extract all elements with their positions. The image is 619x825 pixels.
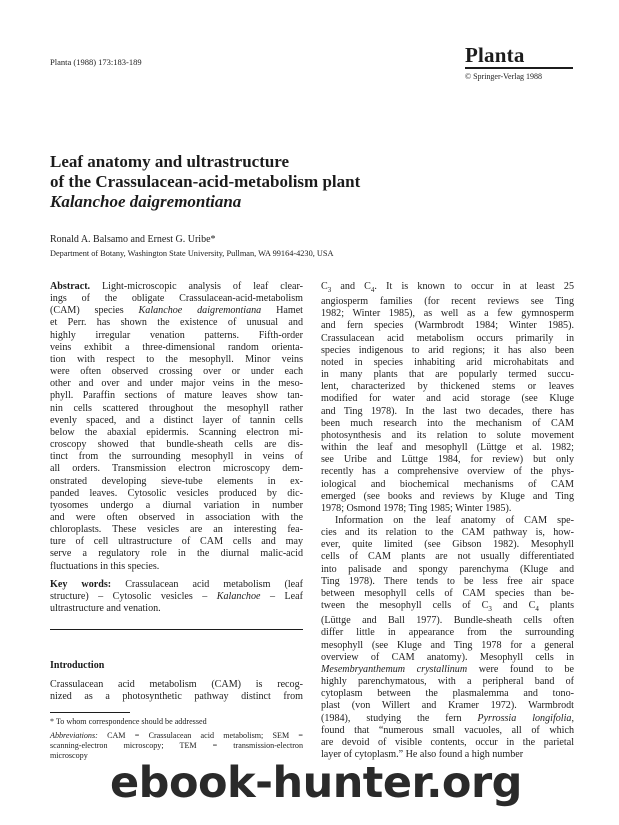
body-line: plast (von Willert and Kramer 1972). Warmbrodt bbox=[321, 700, 574, 712]
body-line: iological and biochemical mechanisms of CAM bbox=[321, 478, 574, 490]
abstract-line: were often observed crossing over or under each bbox=[50, 366, 303, 378]
body-line: into palisade and spongy parenchyma (Kluge and bbox=[321, 563, 574, 575]
abstract-line: fluctuations in this species. bbox=[50, 560, 160, 572]
intro-line: Crassulacean acid metabolism (CAM) is recog- bbox=[50, 679, 303, 691]
body-line: modified for water and acid storage (see Kluge bbox=[321, 393, 574, 405]
body-line: been much research into the mechanism of CAM bbox=[321, 417, 574, 429]
body-line: Information on the leaf anatomy of CAM spe- bbox=[335, 514, 574, 526]
body-line: ever, quite limited (see Gibson 1982). Mesophyll bbox=[321, 539, 574, 551]
intro-line: nized as a photosynthetic pathway distinct from bbox=[50, 691, 303, 703]
abbreviations-footnote bbox=[50, 731, 303, 761]
watermark: ebook-hunter.org bbox=[110, 758, 522, 808]
body-line: 1982; Winter 1985), as well as a few gymnosperm bbox=[321, 308, 574, 320]
journal-logo: Planta bbox=[465, 43, 525, 67]
body-line: between mesophyll cells of CAM species than be- bbox=[321, 587, 574, 599]
body-line: $C_3$ and $C_4$. It is known to occur in at least 25 bbox=[321, 281, 574, 295]
section-divider bbox=[50, 629, 303, 630]
body-line: cies and its relation to the CAM pathway is, how- bbox=[321, 527, 574, 539]
keywords-line: Key words: Crassulacean acid metabolism (leaf bbox=[50, 578, 303, 590]
abstract-line: veins exhibit a three-dimensional random orienta- bbox=[50, 341, 303, 353]
body-line: (1984), studying the fern Pyrrossia longifolia, bbox=[321, 712, 574, 724]
introduction-heading: Introduction bbox=[50, 660, 105, 672]
abstract-line: tyosomes undergo a diurnal variation in number bbox=[50, 499, 303, 511]
keywords-label: Key words: bbox=[50, 578, 112, 590]
body-line: photosynthesis and its relation to solute movement bbox=[321, 429, 574, 441]
correspondence-footnote: * To whom correspondence should be addressed bbox=[50, 716, 207, 726]
body-line: see Uribe and Lüttge 1984, for review) but only bbox=[321, 454, 574, 466]
abstract-line: panded leaves. Cytosolic vesicles produced by dic- bbox=[50, 487, 303, 499]
abbr-line: scanning-electron microscopy; TEM = transmission-electron bbox=[50, 740, 303, 750]
abstract-line: serve a regulatory role in the diurnal malic-acid bbox=[50, 548, 303, 560]
abstract-line: tion with respect to the mesophyll. Minor veins bbox=[50, 353, 303, 365]
body-line: differ little in appearance from the surrounding bbox=[321, 627, 574, 639]
title-line-1: Leaf anatomy and ultrastructure bbox=[50, 152, 290, 171]
keywords-line: structure) – Cytosolic vesicles – Kalanchoe – Leaf bbox=[50, 590, 303, 602]
footnote-rule bbox=[50, 712, 130, 713]
species-name: Kalanchoe daigremontiana bbox=[138, 305, 262, 317]
authors: Ronald A. Balsamo and Ernest G. Uribe* bbox=[50, 234, 216, 245]
body-line: (Lüttge and Ball 1977). Bundle-sheath cells often bbox=[321, 615, 574, 627]
abstract bbox=[50, 281, 303, 573]
body-line: noted in species inhabiting arid microhabitats and bbox=[321, 356, 574, 368]
body-line: lent, characterized by thickened stems or leaves bbox=[321, 381, 574, 393]
abstract-line: nin cells scattered throughout the mesophyll rather bbox=[50, 402, 303, 414]
body-line: species indigenous to arid regions; it has also been bbox=[321, 344, 574, 356]
abstract-line: Abstract. Light-microscopic analysis of leaf clear- bbox=[50, 281, 303, 292]
paper-title bbox=[50, 152, 490, 212]
body-line: and fern species (Warmbrodt 1984; Winter 1985). bbox=[321, 320, 574, 332]
body-line: mesophyll (see Kluge and Ting 1978 for a general bbox=[321, 639, 574, 651]
affiliation: Department of Botany, Washington State University, Pullman, WA 99164-4230, USA bbox=[50, 249, 334, 258]
abstract-line: highly irregular venation patterns. Fifth-order bbox=[50, 329, 303, 341]
abstract-line: and were often observed in association with the bbox=[50, 511, 303, 523]
left-column bbox=[50, 281, 303, 761]
abbr-line: Abbreviations: CAM = Crassulacean acid metabolism; SEM = bbox=[50, 730, 303, 740]
keywords bbox=[50, 579, 303, 615]
body-line: and Ting 1978). In the last two decades, there has bbox=[321, 405, 574, 417]
body-line: Mesembryanthemum crystallinum were found to be bbox=[321, 663, 574, 675]
abstract-line: below the abaxial epidermis. Scanning electron mi- bbox=[50, 426, 303, 438]
body-line: cytoplasm between the plasmalemma and tono- bbox=[321, 688, 574, 700]
body-line: recently has a comprehensive overview of the phys- bbox=[321, 466, 574, 478]
journal-reference: Planta (1988) 173:183-189 bbox=[50, 57, 142, 67]
body-line: angiosperm families (for recent reviews see Ting bbox=[321, 296, 574, 308]
copyright-notice: © Springer-Verlag 1988 bbox=[465, 72, 543, 81]
abstract-line: evenly spaced, and a distinct layer of tannin cells bbox=[50, 414, 303, 426]
abstract-line: other and over and under major veins in the meso- bbox=[50, 378, 303, 390]
abstract-line: ings of the obligate Crassulacean-acid-metabolism bbox=[50, 293, 303, 305]
body-line: overview of CAM anatomy). Mesophyll cells in bbox=[321, 651, 574, 663]
title-line-3: Kalanchoe daigremontiana bbox=[50, 192, 242, 211]
body-line: found that “numerous small vacuoles, all of which bbox=[321, 724, 574, 736]
abstract-line: all orders. Transmission electron microscopy dem- bbox=[50, 463, 303, 475]
abbr-label: Abbreviations: bbox=[50, 730, 98, 740]
keyword-italic: Kalanchoe bbox=[216, 590, 261, 602]
keywords-line: ultrastructure and venation. bbox=[50, 603, 161, 615]
abstract-line: onstrated developing sieve-tube elements in ex- bbox=[50, 475, 303, 487]
body-line: tween the mesophyll cells of $C_3$ and $C_4$ plants bbox=[321, 600, 574, 614]
abstract-label: Abstract. bbox=[50, 281, 91, 292]
introduction-text bbox=[50, 679, 303, 703]
body-line: Crassulacean acid metabolism occurs primarily in bbox=[321, 332, 574, 344]
body-paragraph-1 bbox=[321, 281, 574, 515]
abstract-line: chloroplasts. These vesicles are an interesting fea- bbox=[50, 524, 303, 536]
abstract-line: et Perr. has shown the existence of unusual and bbox=[50, 317, 303, 329]
body-line: 1978; Osmond 1978; Ting 1985; Winter 1985). bbox=[321, 502, 512, 514]
abstract-line: tinct from the surrounding mesophyll in veins of bbox=[50, 451, 303, 463]
title-line-2: of the Crassulacean-acid-metabolism plant bbox=[50, 172, 361, 191]
abstract-line: (CAM) species Kalanchoe daigremontiana Hamet bbox=[50, 305, 303, 317]
body-line: cells of CAM plants are not usually differentiated bbox=[321, 551, 574, 563]
body-line: layer of cytoplasm.” He also found a high number bbox=[321, 748, 524, 760]
body-line: emerged (see books and reviews by Kluge and Ting bbox=[321, 490, 574, 502]
abbr-line: microscopy bbox=[50, 750, 88, 760]
body-line: are devoid of visible contents, occur in the parietal bbox=[321, 736, 574, 748]
body-line: in many plants that are popularly termed succu- bbox=[321, 369, 574, 381]
abstract-line: croscopy showed that bundle-sheath cells are dis- bbox=[50, 439, 303, 451]
body-paragraph-2 bbox=[321, 515, 574, 761]
journal-brand bbox=[465, 45, 577, 81]
body-line: highly parenchymatous, with a peripheral band of bbox=[321, 676, 574, 688]
abstract-line: phyll. Paraffin sections of mature leaves show tan- bbox=[50, 390, 303, 402]
body-line: Ting 1978). There tends to be less free air space bbox=[321, 575, 574, 587]
body-line: within the leaf and mesophyll (Lüttge et al. 1982; bbox=[321, 442, 574, 454]
right-column bbox=[321, 281, 574, 761]
brand-rule bbox=[465, 67, 573, 69]
abstract-line: ture of cell ultrastructure of CAM cells and may bbox=[50, 536, 303, 548]
